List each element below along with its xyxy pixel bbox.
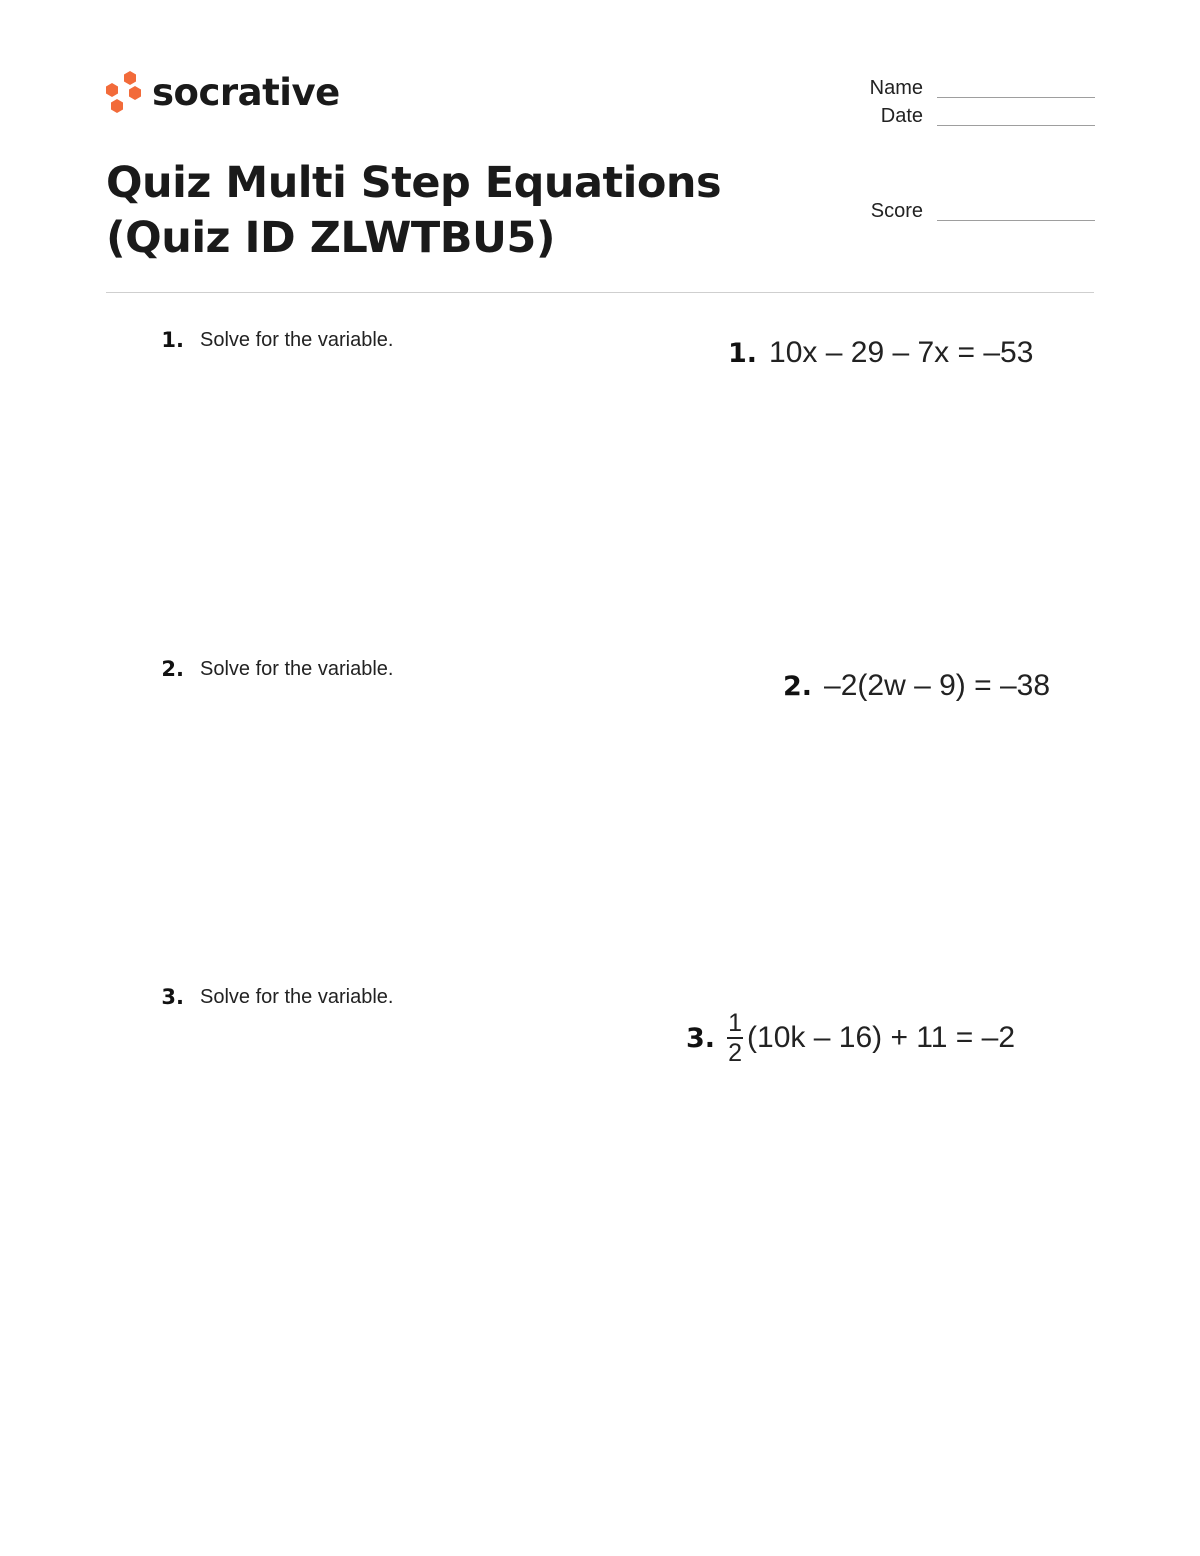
fraction-denominator: 2 [728, 1039, 742, 1067]
question-number: 1. [161, 328, 184, 352]
header-divider [106, 292, 1094, 293]
socrative-logo [104, 68, 340, 118]
name-label: Name [869, 77, 923, 99]
quiz-title: Quiz Multi Step Equations (Quiz ID ZLWTBU5) [106, 158, 722, 263]
score-line[interactable] [937, 220, 1095, 221]
equation-2 [783, 669, 1050, 703]
equation-text: 10x – 29 – 7x = –53 [769, 336, 1034, 369]
date-label: Date [880, 105, 923, 127]
brand-name: socrative [152, 71, 340, 114]
score-label: Score [870, 200, 923, 222]
equation-3 [686, 1011, 1015, 1065]
hexagon-cluster-icon [104, 69, 144, 117]
fraction-numerator: 1 [728, 1009, 742, 1037]
name-field[interactable] [840, 70, 1096, 100]
equation-label: 1. [728, 337, 758, 369]
equation-label: 3. [686, 1022, 716, 1054]
question-number: 3. [161, 985, 184, 1009]
question-prompt: Solve for the variable. [200, 329, 394, 351]
date-field[interactable] [840, 98, 1096, 128]
fraction [727, 1011, 743, 1065]
equation-text: –2(2w – 9) = –38 [824, 669, 1051, 702]
equation-text: (10k – 16) + 11 = –2 [747, 1021, 1016, 1054]
date-line[interactable] [937, 125, 1095, 126]
equation-label: 2. [783, 670, 813, 702]
equation-1 [728, 336, 1033, 370]
question-prompt: Solve for the variable. [200, 658, 394, 680]
score-field[interactable] [840, 193, 1096, 223]
question-number: 2. [161, 657, 184, 681]
question-prompt: Solve for the variable. [200, 986, 394, 1008]
